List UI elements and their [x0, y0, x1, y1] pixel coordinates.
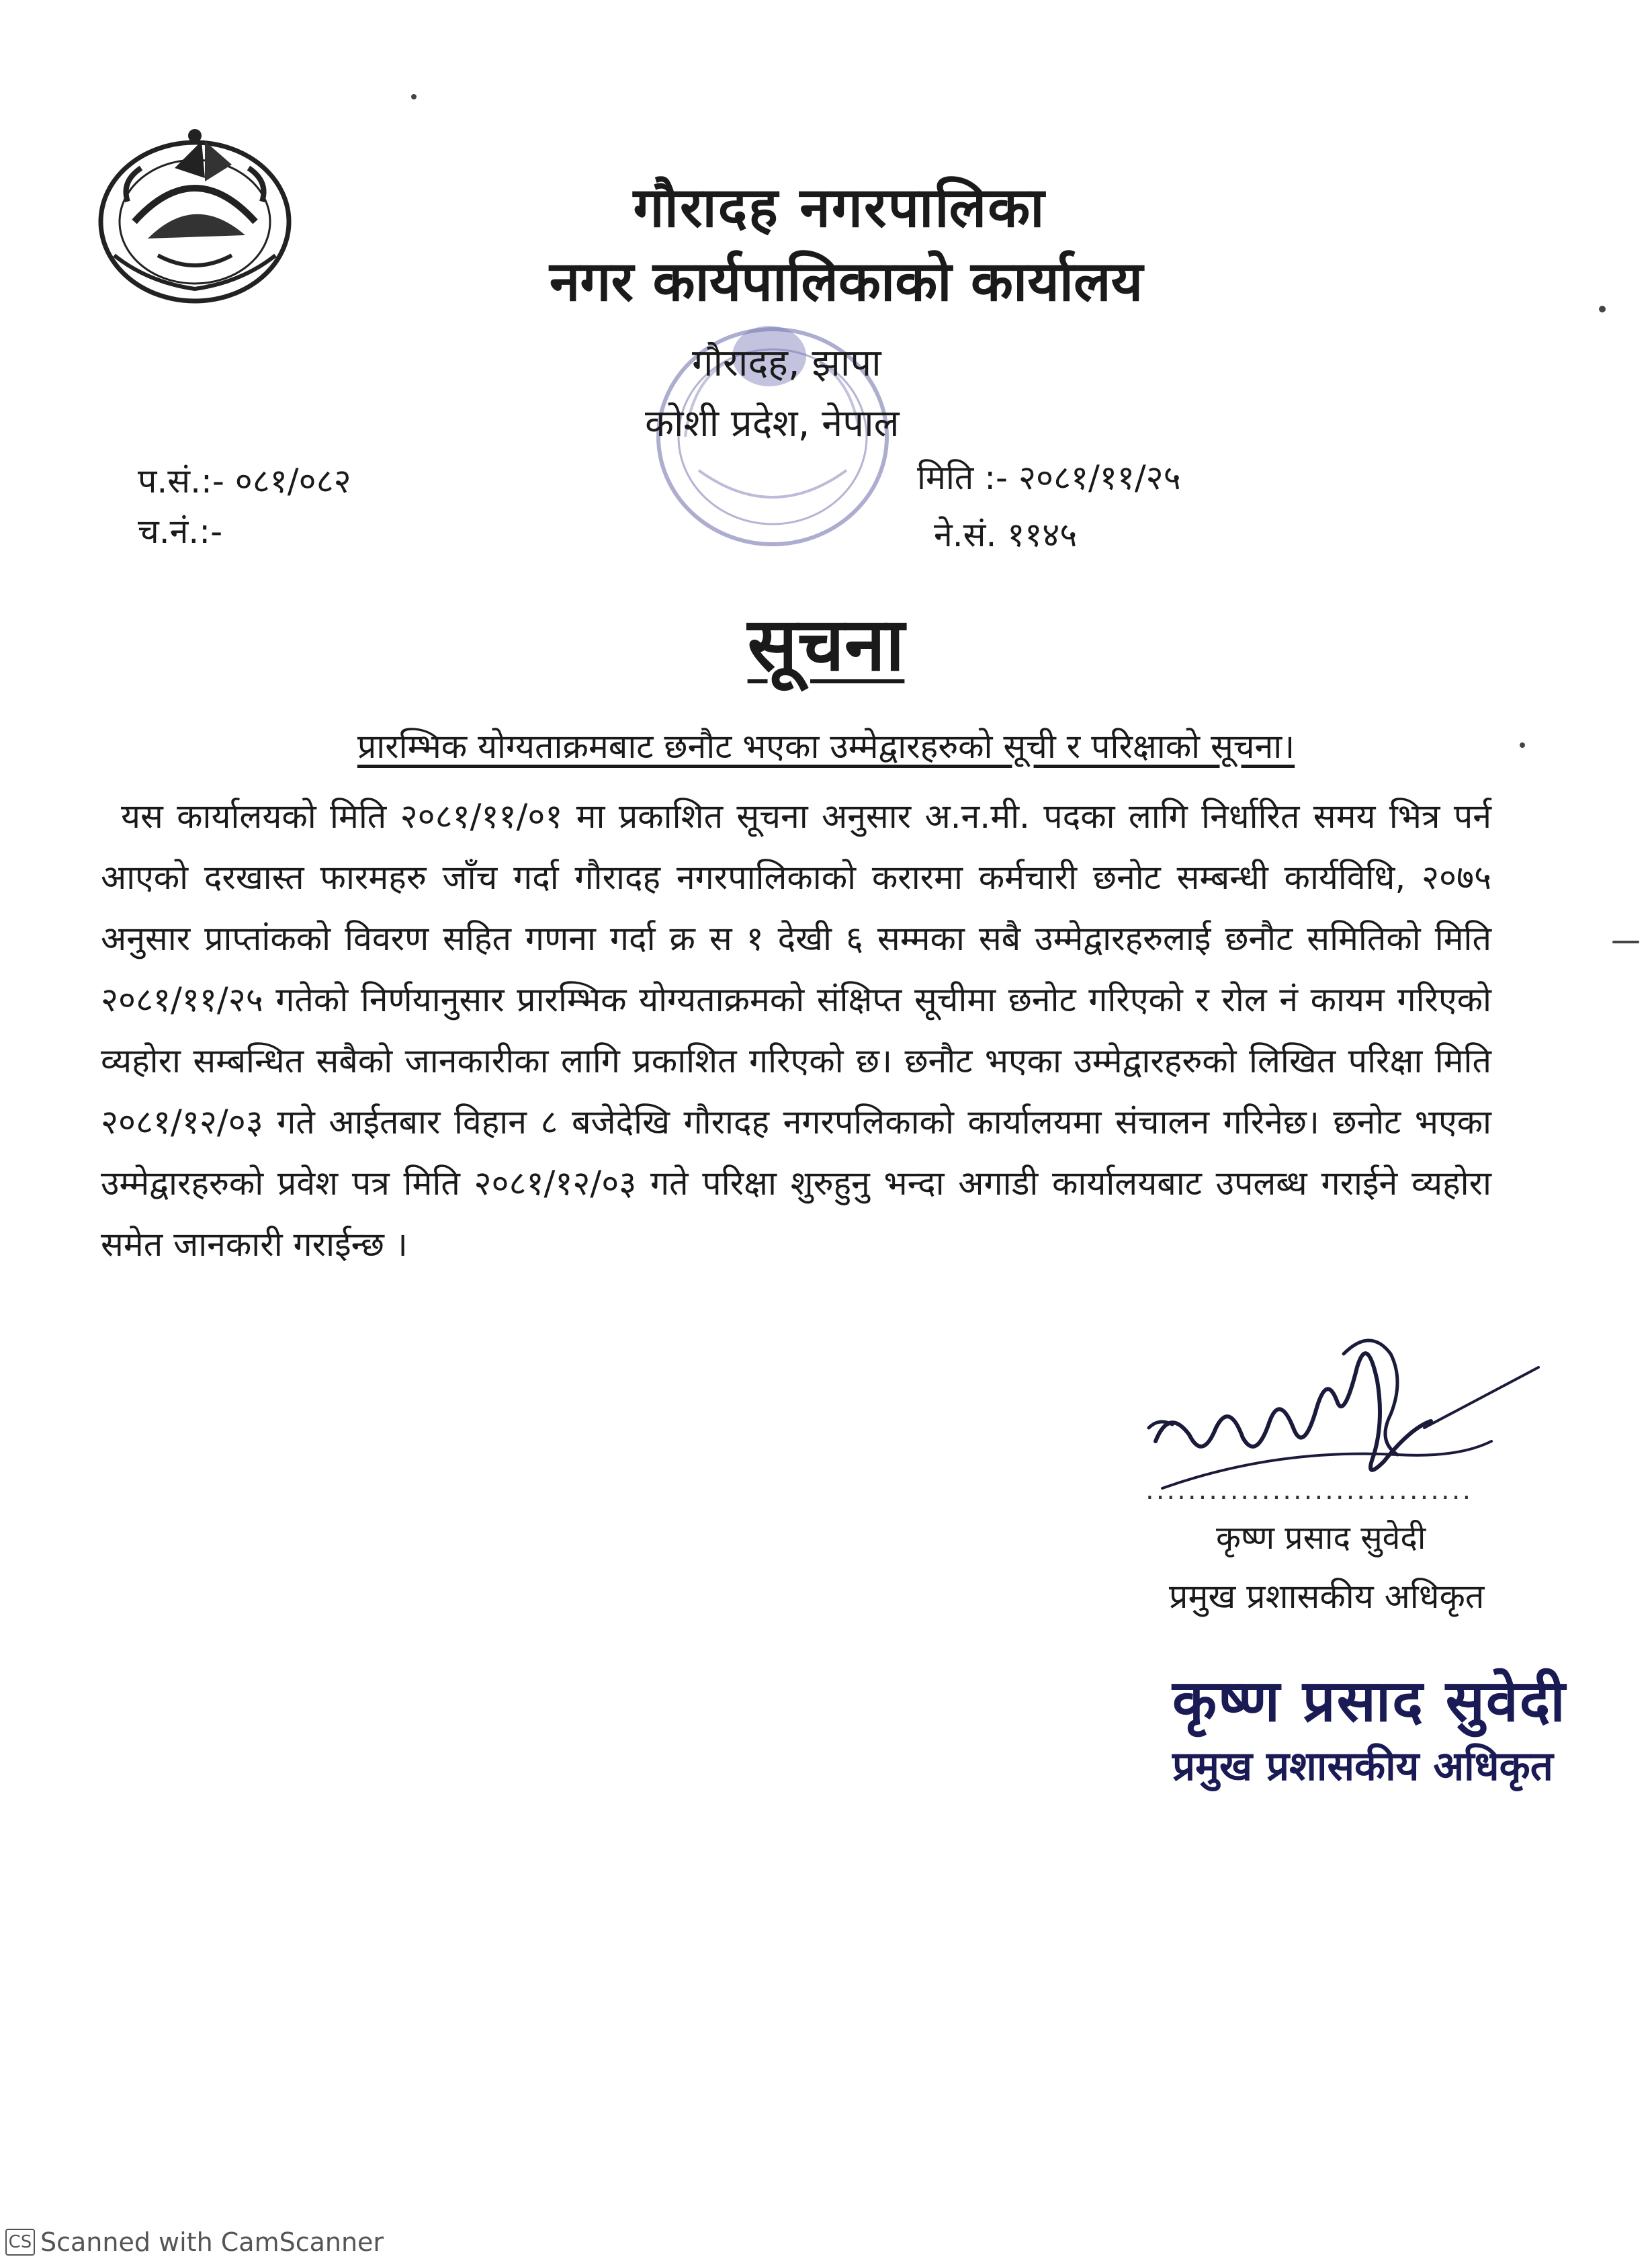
office-province: कोशी प्रदेश, नेपाल — [645, 402, 900, 445]
scanner-watermark — [5, 2227, 384, 2257]
scan-speck — [1599, 306, 1606, 312]
scan-speck — [411, 94, 417, 99]
letter-number: प.सं.:- ०८१/०८२ — [138, 462, 351, 501]
scanner-watermark-text: Scanned with CamScanner — [40, 2227, 384, 2257]
nepal-sambat-date: ने.सं. ११४५ — [934, 515, 1078, 554]
office-name: नगर कार्यपालिकाको कार्यालय — [549, 250, 1143, 314]
municipality-name: गौरादह नगरपालिका — [633, 176, 1046, 240]
notice-subject: प्रारम्भिक योग्यताक्रमबाट छनौट भएका उम्मेद्वारहरुको सूची र परिक्षाको सूचना। — [357, 727, 1295, 766]
letter-date: मिति :- २०८१/११/२५ — [917, 458, 1181, 497]
dispatch-number: च.नं.:- — [138, 512, 223, 551]
scan-speck — [1520, 742, 1525, 748]
signatory-designation: प्रमुख प्रशासकीय अधिकृत — [1169, 1577, 1485, 1616]
camscanner-logo-icon: CS — [5, 2229, 35, 2256]
signatory-name: कृष्ण प्रसाद सुवेदी — [1216, 1519, 1426, 1557]
name-stamp: कृष्ण प्रसाद सुवेदी — [1172, 1668, 1567, 1735]
scan-speck — [1612, 941, 1639, 943]
designation-stamp: प्रमुख प्रशासकीय अधिकृत — [1172, 1743, 1553, 1790]
notice-body: यस कार्यालयको मिति २०८१/११/०१ मा प्रकाशित सूचना अनुसार अ.न.मी. पदका लागि निर्धारित समय भित्र पर्न आएको दरखास्त फारमहरु जाँच गर्दा गौरादह नगरपालिकाको करारमा कर्मचारी छनोट सम्बन्धी कार्यविधि, २०७५ अनुसार प्राप्तांकको विवरण सहित गणना गर्दा क्र स १ देखी ६ सम्मका सबै उम्मेद्वारहरुलाई छनौट समितिको मिति २०८१/११/२५ गतेको निर्णयानुसार प्रारम्भिक योग्यताक्रमको संक्षिप्त सूचीमा छनोट गरिएको र रोल नं कायम गरिएको व्यहोरा सम्बन्धित सबैको जानकारीका लागि प्रकाशित गरिएको छ। छनौट भएका उम्मेद्वारहरुको लिखित परिक्षा मिति २०८१/१२/०३ गते आईतबार विहान ८ बजेदेखि गौरादह नगरपलिकाको कार्यालयमा संचालन गरिनेछ। छनोट भएका उम्मेद्वारहरुको प्रवेश पत्र मिति २०८१/१२/०३ गते परिक्षा शुरुहुनु भन्दा अगाडी कार्यालयबाट उपलब्ध गराईने व्यहोरा समेत जानकारी गराईन्छ । — [101, 797, 1491, 1264]
office-location: गौरादह, झापा — [692, 341, 881, 385]
notice-title: सूचना — [747, 601, 905, 687]
signature-line: ............................... — [1145, 1475, 1473, 1506]
